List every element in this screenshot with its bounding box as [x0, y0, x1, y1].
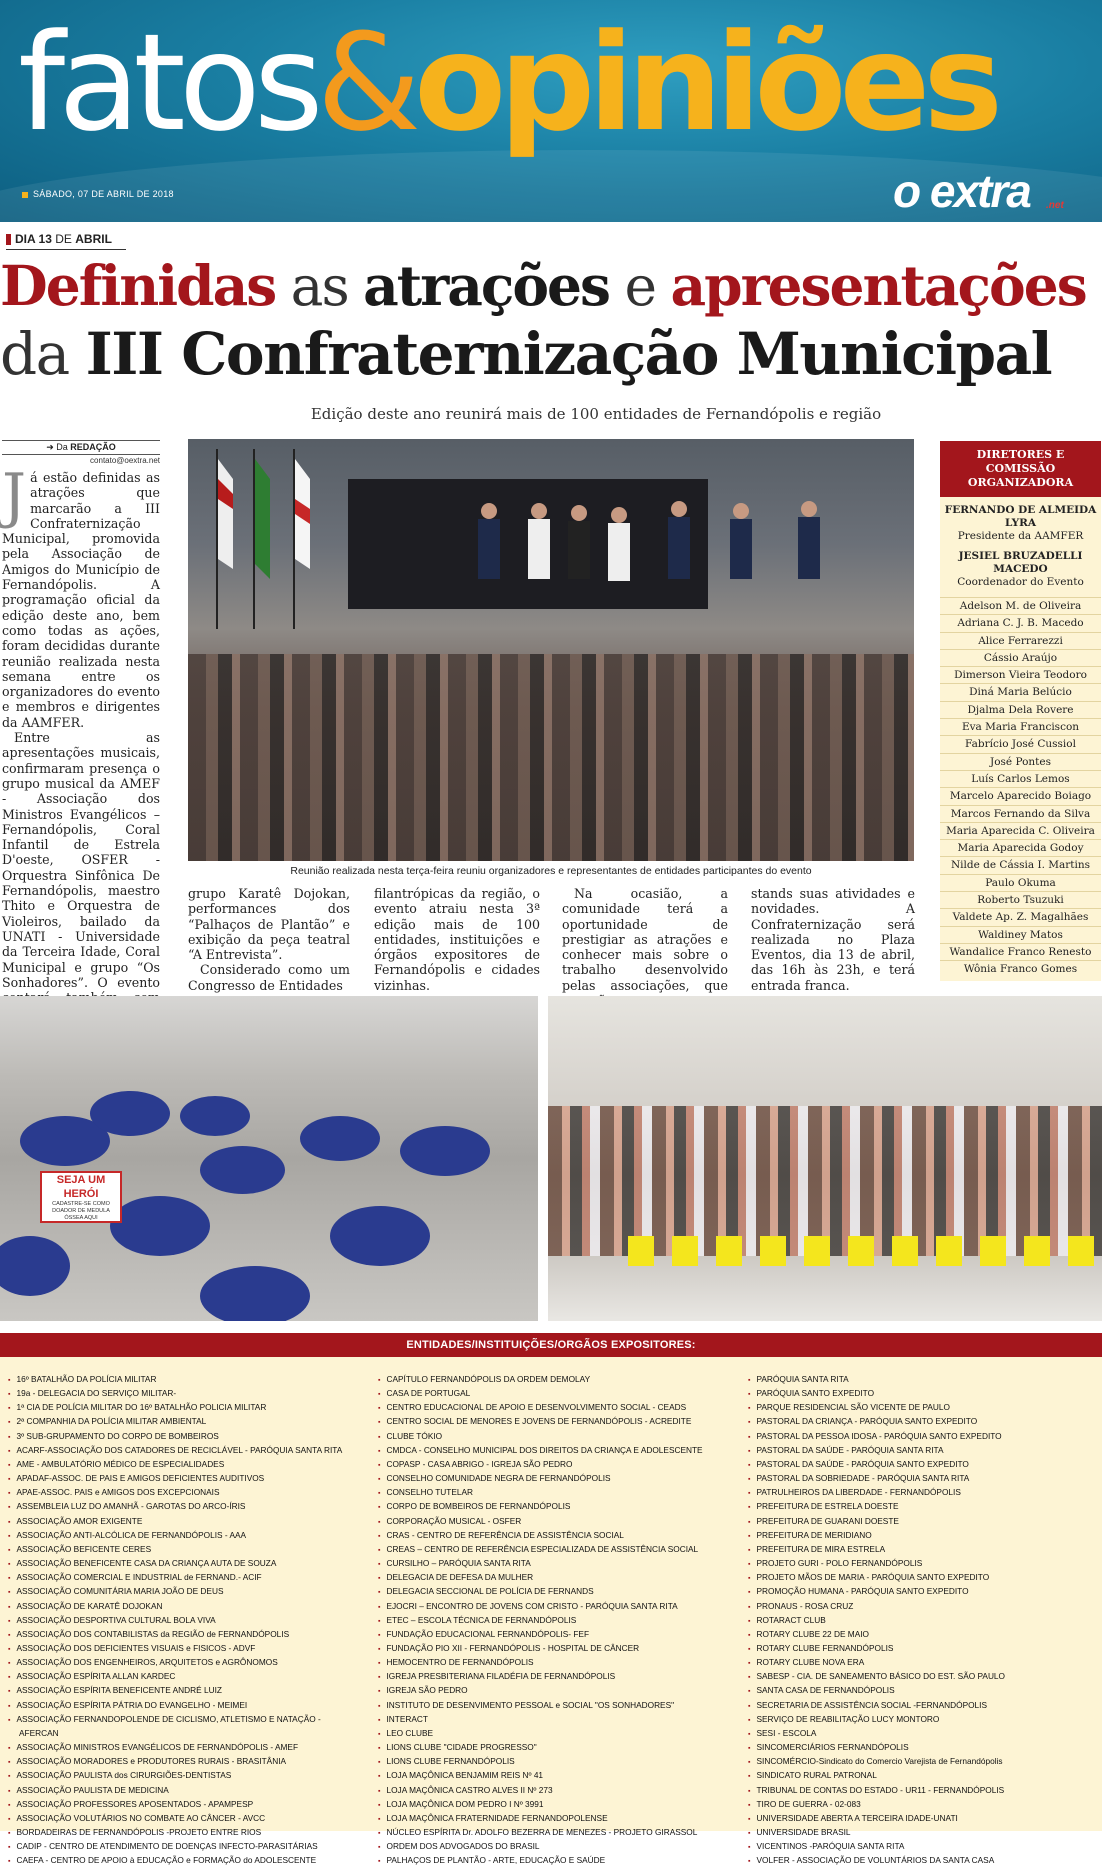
exhibitor-item: ▪ CENTRO SOCIAL DE MENORES E JOVENS DE FERNANDÓPOLIS - ACREDITE	[378, 1415, 740, 1429]
exhibitor-item: ▪ PASTORAL DA SOBRIEDADE - PARÓQUIA SANTA RITA	[748, 1472, 1100, 1486]
exhibitor-item: ▪ ASSOCIAÇÃO COMERCIAL E INDUSTRIAL de FERNAND.- ACIF	[8, 1571, 368, 1585]
exhibitor-item: ▪ CENTRO EDUCACIONAL DE APOIO E DESENVOLVIMENTO SOCIAL - CEADS	[378, 1401, 740, 1415]
exhibitor-item: ▪ ASSOCIAÇÃO BENEFICENTE CASA DA CRIANÇA AUTA DE SOUZA	[8, 1557, 368, 1571]
exhibition-hall-photo	[0, 996, 538, 1321]
arrow-right-icon: ➜	[46, 442, 54, 452]
exhibitor-item: ▪ ASSOCIAÇÃO DE KARATÊ DOJOKAN	[8, 1600, 368, 1614]
article-kicker	[6, 232, 126, 250]
round-table	[400, 1126, 490, 1176]
exhibitor-item: ▪ ASSOCIAÇÃO ESPÍRITA ALLAN KARDEC	[8, 1670, 368, 1684]
exhibitor-item: ▪ VICENTINOS -PARÓQUIA SANTA RITA	[748, 1840, 1100, 1854]
round-table	[180, 1096, 250, 1136]
exhibitor-item: ▪ ASSOCIAÇÃO DESPORTIVA CULTURAL BOLA VIVA	[8, 1614, 368, 1628]
member-name: Roberto Tsuzuki	[940, 891, 1101, 908]
member-name: Wônia Franco Gomes	[940, 960, 1101, 977]
exhibitors-column-2	[378, 1373, 740, 1868]
exhibitor-item: ▪ CLUBE TÓKIO	[378, 1430, 740, 1444]
exhibitor-item: ▪ PATRULHEIROS DA LIBERDADE - FERNANDÓPOLIS	[748, 1486, 1100, 1500]
exhibitor-item: ▪ SABESP - CIA. DE SANEAMENTO BÁSICO DO EST. SÃO PAULO	[748, 1670, 1100, 1684]
logo-ampersand: &	[316, 5, 415, 161]
member-name: Marcos Fernando da Silva	[940, 805, 1101, 822]
article-column-2	[188, 886, 350, 993]
member-name: Eva Maria Franciscon	[940, 718, 1101, 735]
member-name: Maria Aparecida Godoy	[940, 839, 1101, 856]
exhibitor-item: ▪ DELEGACIA DE DEFESA DA MULHER	[378, 1571, 740, 1585]
byline	[2, 440, 160, 455]
exhibitor-item: ▪ LOJA MAÇÔNICA DOM PEDRO I Nº 3991	[378, 1798, 740, 1812]
exhibitor-item: ▪ ASSOCIAÇÃO BEFICENTE CERES	[8, 1543, 368, 1557]
members-list	[940, 597, 1101, 978]
member-name: Djalma Dela Rovere	[940, 701, 1101, 718]
flag-icon	[203, 449, 233, 629]
exhibitor-item: ▪ CMDCA - CONSELHO MUNICIPAL DOS DIREITOS DA CRIANÇA E ADOLESCENTE	[378, 1444, 740, 1458]
exhibitor-item: ▪ DELEGACIA SECCIONAL DE POLÍCIA DE FERNANDS	[378, 1585, 740, 1599]
exhibitor-item: ▪ SINDICATO RURAL PATRONAL	[748, 1769, 1100, 1783]
exhibitor-item: ▪ APADAF-ASSOC. DE PAIS E AMIGOS DEFICIENTES AUDITIVOS	[8, 1472, 368, 1486]
round-table	[330, 1206, 430, 1266]
paragraph: Considerado como um Congresso de Entidades	[188, 962, 350, 993]
drop-cap: J	[2, 461, 27, 531]
exhibitor-item: ▪ PROMOÇÃO HUMANA - PARÓQUIA SANTO EXPEDITO	[748, 1585, 1100, 1599]
exhibitor-item: ▪ PARÓQUIA SANTA RITA	[748, 1373, 1100, 1387]
exhibitor-item: ▪ PREFEITURA DE MERIDIANO	[748, 1529, 1100, 1543]
square-bullet-icon	[22, 192, 28, 198]
exhibitor-item: ▪ ASSOCIAÇÃO ANTI-ALCÓLICA DE FERNANDÓPOLIS - AAA	[8, 1529, 368, 1543]
exhibitor-item: ▪ EJOCRI – ENCONTRO DE JOVENS COM CRISTO - PARÓQUIA SANTA RITA	[378, 1600, 740, 1614]
exhibitor-item: ▪ SECRETARIA DE ASSISTÊNCIA SOCIAL -FERNANDÓPOLIS	[748, 1699, 1100, 1713]
photo-caption: Reunião realizada nesta terça-feira reuniu organizadores e representantes de entidades participantes do evento	[290, 865, 812, 877]
banner-title: SEJA UM HERÓI	[56, 1174, 106, 1200]
paragraph: Na ocasião, a comunidade terá a oportunidade de prestigiar as atrações e conhecer mais sobre o trabalho desenvolvido pelas associações, que	[562, 886, 728, 993]
edition-date-text: SÁBADO, 07 DE ABRIL DE 2018	[33, 189, 174, 199]
exhibitors-column-1	[8, 1373, 368, 1868]
exhibitor-item: ▪ VOLFER - ASSOCIAÇÃO DE VOLUNTÁRIOS DA SANTA CASA	[748, 1854, 1100, 1868]
member-name: Fabrício José Cussiol	[940, 735, 1101, 752]
exhibitor-item: ▪ LIONS CLUBE "CIDADE PROGRESSO"	[378, 1741, 740, 1755]
exhibitor-item: ▪ ASSOCIAÇÃO AMOR EXIGENTE	[8, 1515, 368, 1529]
exhibitor-item: ▪ SESI - ESCOLA	[748, 1727, 1100, 1741]
brand-logo[interactable]: o extra	[893, 165, 1030, 217]
exhibitor-item: ▪ ASSOCIAÇÃO MORADORES e PRODUTORES RURAIS - BRASITÂNIA	[8, 1755, 368, 1769]
exhibitor-item: ▪ NÚCLEO ESPÍRITA Dr. ADOLFO BEZERRA DE MENEZES - PROJETO GIRASSOL	[378, 1826, 740, 1840]
byline-prefix: Da	[56, 442, 68, 452]
exhibitor-item: ▪ LIONS CLUBE FERNANDÓPOLIS	[378, 1755, 740, 1769]
member-name: Wandalice Franco Renesto	[940, 943, 1101, 960]
member-name: Cássio Araújo	[940, 649, 1101, 666]
exhibitor-item: ▪ PROJETO MÃOS DE MARIA - PARÓQUIA SANTO EXPEDITO	[748, 1571, 1100, 1585]
headline-word: Definidas	[0, 253, 276, 318]
exhibitor-item: ▪ ROTARY CLUBE 22 DE MAIO	[748, 1628, 1100, 1642]
round-table	[200, 1266, 310, 1321]
exhibitor-item: ▪ CONSELHO COMUNIDADE NEGRA DE FERNANDÓPOLIS	[378, 1472, 740, 1486]
exhibitor-item: ▪ ROTARACT CLUB	[748, 1614, 1100, 1628]
exhibitor-item: ▪ SERVIÇO DE REABILITAÇÃO LUCY MONTORO	[748, 1713, 1100, 1727]
member-name: Dimerson Vieira Teodoro	[940, 666, 1101, 683]
headline-line2	[0, 321, 1102, 387]
exhibitor-item: ▪ ASSOCIAÇÃO COMUNITÁRIA MARIA JOÃO DE DEUS	[8, 1585, 368, 1599]
paragraph: á estão definidas as atrações que marcarão a III Confraternização Municipal, promovida pela Associação de Amigos do Município de Fernandópolis. A programação oficial da edição deste ano, bem como todas as ações, foram decididas durante reunião realizada nesta semana entre os organizadores do evento e membros e dirigentes da AAMFER.	[2, 470, 160, 730]
exhibitor-item: ▪ CREAS – CENTRO DE REFERÊNCIA ESPECIALIZADA DE ASSISTÊNCIA SOCIAL	[378, 1543, 740, 1557]
exhibitor-item: ▪ CADIP - CENTRO DE ATENDIMENTO DE DOENÇAS INFECTO-PARASITÁRIAS	[8, 1840, 368, 1854]
logo-part1: fatos	[18, 5, 317, 161]
exhibitors-box	[0, 1333, 1102, 1866]
member-name: Valdete Ap. Z. Magalhães	[940, 908, 1101, 925]
exhibitor-item: ▪ SANTA CASA DE FERNANDÓPOLIS	[748, 1684, 1100, 1698]
article-column-1	[2, 461, 160, 1036]
brand-suffix: .net	[1046, 200, 1064, 211]
exhibitors-column-3	[748, 1373, 1100, 1868]
speakers-silhouettes	[468, 499, 848, 619]
member-name: Diná Maria Belúcio	[940, 683, 1101, 700]
exhibitors-title: ENTIDADES/INSTITUIÇÕES/ORGÃOS EXPOSITORES:	[0, 1333, 1102, 1357]
exhibitor-item: ▪ PREFEITURA DE ESTRELA DOESTE	[748, 1500, 1100, 1514]
exhibitor-item: ▪ COPASP - CASA ABRIGO - IGREJA SÃO PEDRO	[378, 1458, 740, 1472]
exhibitor-item: ▪ UNIVERSIDADE BRASIL	[748, 1826, 1100, 1840]
exhibitor-item: ▪ ASSOCIAÇÃO DOS DEFICIENTES VISUAIS e FISICOS - ADVF	[8, 1642, 368, 1656]
group-photo	[548, 996, 1102, 1321]
exhibitor-item: ▪ 3º SUB-GRUPAMENTO DO CORPO DE BOMBEIROS	[8, 1430, 368, 1444]
lead-role: Presidente da AAMFER	[957, 530, 1084, 542]
exhibitor-item: ▪ SINCOMÉRCIO-Sindicato do Comercio Varejista de Fernandópolis	[748, 1755, 1100, 1769]
paragraph: filantrópicas da região, o evento atraiu nesta 3ª edição mais de 100 entidades, instituições e órgãos expositores de Fernandópolis e cidades vizinhas.	[374, 886, 540, 993]
lead-name: FERNANDO DE ALMEIDA LYRA	[944, 504, 1097, 529]
exhibitor-item: ▪ LOJA MAÇÔNICA CASTRO ALVES II Nº 273	[378, 1784, 740, 1798]
exhibitor-item: ▪ PASTORAL DA CRIANÇA - PARÓQUIA SANTO EXPEDITO	[748, 1415, 1100, 1429]
headline-word: as	[275, 254, 364, 318]
round-table	[110, 1196, 210, 1256]
exhibitor-item: ▪ TRIBUNAL DE CONTAS DO ESTADO - UR11 - FERNANDÓPOLIS	[748, 1784, 1100, 1798]
donor-banner	[40, 1171, 122, 1223]
headline-line1	[0, 255, 1102, 317]
sidebar-title: DIRETORES E COMISSÃO ORGANIZADORA	[940, 441, 1101, 497]
exhibitor-item: ▪ CONSELHO TUTELAR	[378, 1486, 740, 1500]
exhibitor-item: ▪ 16º BATALHÃO DA POLÍCIA MILITAR	[8, 1373, 368, 1387]
exhibitor-item: ▪ TIRO DE GUERRA - 02-083	[748, 1798, 1100, 1812]
exhibitor-item: ▪ CRAS - CENTRO DE REFERÊNCIA DE ASSISTÊNCIA SOCIAL	[378, 1529, 740, 1543]
member-name: Nilde de Cássia I. Martins	[940, 856, 1101, 873]
newspaper-logo[interactable]	[18, 5, 997, 161]
exhibitor-item: ▪ ETEC – ESCOLA TÉCNICA DE FERNANDÓPOLIS	[378, 1614, 740, 1628]
organizers-sidebar	[940, 441, 1101, 981]
exhibitor-item: ▪ 2ª COMPANHIA DA POLÍCIA MILITAR AMBIENTAL	[8, 1415, 368, 1429]
exhibitor-item: ▪ ROTARY CLUBE NOVA ERA	[748, 1656, 1100, 1670]
headline-word: atrações	[363, 253, 609, 318]
paragraph: grupo Karatê Dojokan, performances dos “Palhaços de Plantão” e exibição da peça teatral “A Entrevista”.	[188, 886, 350, 963]
exhibitor-item: ▪ IGREJA PRESBITERIANA FILADÉFIA DE FERNANDÓPOLIS	[378, 1670, 740, 1684]
exhibitor-item: ▪ PALHAÇOS DE PLANTÃO - ARTE, EDUCAÇÃO E SAÚDE	[378, 1854, 740, 1868]
exhibitor-item: ▪ 19a - DELEGACIA DO SERVIÇO MILITAR-	[8, 1387, 368, 1401]
headline-word: da	[0, 320, 86, 388]
lead-name: JESIEL BRUZADELLI MACEDO	[958, 550, 1083, 575]
exhibitor-item: ▪ HEMOCENTRO DE FERNANDÓPOLIS	[378, 1656, 740, 1670]
member-name: Luís Carlos Lemos	[940, 770, 1101, 787]
exhibitor-item: ▪ ROTARY CLUBE FERNANDÓPOLIS	[748, 1642, 1100, 1656]
exhibitor-item: ▪ PASTORAL DA PESSOA IDOSA - PARÓQUIA SANTO EXPEDITO	[748, 1430, 1100, 1444]
exhibitor-item: ▪ PASTORAL DA SAÚDE - PARÓQUIA SANTA RITA	[748, 1444, 1100, 1458]
logo-part2: opiniões	[414, 5, 997, 161]
member-name: Paulo Okuma	[940, 874, 1101, 891]
exhibitor-item: ▪ ASSOCIAÇÃO PAULISTA DE MEDICINA	[8, 1784, 368, 1798]
exhibitor-item: ▪ PRONAUS - ROSA CRUZ	[748, 1600, 1100, 1614]
edition-date	[22, 189, 174, 199]
exhibitor-item: ▪ LEO CLUBE	[378, 1727, 740, 1741]
exhibitor-item: ▪ LOJA MAÇÔNICA FRATERNIDADE FERNANDOPOLENSE	[378, 1812, 740, 1826]
sidebar-lead-1	[940, 497, 1101, 543]
exhibitor-item: ▪ PASTORAL DA SAÚDE - PARÓQUIA SANTO EXPEDITO	[748, 1458, 1100, 1472]
exhibitor-item: ▪ ASSOCIAÇÃO ESPÍRITA BENEFICENTE ANDRÉ LUIZ	[8, 1684, 368, 1698]
kicker-marker-icon	[6, 234, 11, 245]
group-of-people	[548, 1106, 1102, 1256]
member-name: Maria Aparecida C. Oliveira	[940, 822, 1101, 839]
paragraph: Entre as apresentações musicais, confirmaram presença o grupo musical da AMEF - Associação dos Ministros Evangélicos – Fernandópolis, Coral Infantil de Estrela D'oeste, OSFER - Orquestra Sinfônica De Fernandópolis, maestro Thito e Orquestra de Violeiros, bailado da UNATI - Universidade da Terceira Idade, Coral Municipal e grupo “Os Sonhadores”. O evento	[2, 730, 160, 990]
flag-icon	[240, 449, 270, 629]
member-name: José Pontes	[940, 753, 1101, 770]
exhibitor-item: ▪ FUNDAÇÃO PIO XII - FERNANDÓPOLIS - HOSPITAL DE CÂNCER	[378, 1642, 740, 1656]
paragraph: stands suas atividades e novidades. A Confraternização será realizada no Plaza Eventos, dia 13 de abril, das 16h às 23h, e terá entrada franca.	[751, 886, 915, 993]
exhibitor-item: ▪ IGREJA SÃO PEDRO	[378, 1684, 740, 1698]
exhibitor-item: ▪ LOJA MAÇÔNICA BENJAMIM REIS Nº 41	[378, 1769, 740, 1783]
exhibitor-item: ▪ PARQUE RESIDENCIAL SÃO VICENTE DE PAULO	[748, 1401, 1100, 1415]
exhibitor-item: ▪ ASSOCIAÇÃO MINISTROS EVANGÉLICOS DE FERNANDÓPOLIS - AMEF	[8, 1741, 368, 1755]
article-column-3	[374, 886, 540, 993]
exhibitor-item: ▪ PARÓQUIA SANTO EXPEDITO	[748, 1387, 1100, 1401]
headline-word: III Confraternização Municipal	[85, 320, 1052, 388]
article-subhead: Edição deste ano reunirá mais de 100 entidades de Fernandópolis e região	[310, 405, 882, 423]
exhibitor-item: ▪ AME - AMBULATÓRIO MÉDICO DE ESPECIALIDADES	[8, 1458, 368, 1472]
exhibitor-item: ▪ ASSOCIAÇÃO VOLUTÁRIOS NO COMBATE AO CÂNCER - AVCC	[8, 1812, 368, 1826]
round-table	[200, 1146, 285, 1194]
exhibitor-item: ▪ ASSOCIAÇÃO PAULISTA dos CIRURGIÕES-DENTISTAS	[8, 1769, 368, 1783]
exhibitor-item: ▪ PREFEITURA DE MIRA ESTRELA	[748, 1543, 1100, 1557]
round-table	[0, 1236, 70, 1296]
member-name: Alice Ferrarezzi	[940, 632, 1101, 649]
exhibitor-item: ▪ CAEFA - CENTRO DE APOIO à EDUCAÇÃO e FORMAÇÃO do ADOLESCENTE	[8, 1854, 368, 1868]
main-photo	[188, 439, 914, 861]
exhibitor-item: ▪ CURSILHO – PARÓQUIA SANTA RITA	[378, 1557, 740, 1571]
round-table	[300, 1116, 380, 1161]
member-name: Adelson M. de Oliveira	[940, 597, 1101, 614]
exhibitor-item: ▪ APAE-ASSOC. PAIS e AMIGOS DOS EXCEPCIONAIS	[8, 1486, 368, 1500]
article-column-5	[751, 886, 915, 993]
author-email[interactable]: contato@oextra.net	[90, 456, 160, 465]
kicker-mid: DE	[51, 232, 76, 246]
flag-icon	[280, 449, 310, 629]
exhibitor-item: ▪ PROJETO GURI - POLO FERNANDÓPOLIS	[748, 1557, 1100, 1571]
audience-crowd	[188, 654, 914, 861]
kicker-day: DIA 13	[15, 232, 52, 246]
exhibitor-item: ▪ ASSOCIAÇÃO ESPÍRITA PÁTRIA DO EVANGELHO - MEIMEI	[8, 1699, 368, 1713]
exhibitor-item: ▪ ASSOCIAÇÃO PROFESSORES APOSENTADOS - APAMPESP	[8, 1798, 368, 1812]
kicker-month: ABRIL	[75, 232, 112, 246]
exhibitor-item: AFERCAN	[19, 1727, 59, 1738]
exhibitor-item: ▪ ASSOCIAÇÃO FERNANDOPOLENDE DE CICLISMO, ATLETISMO E NATAÇÃO -	[8, 1713, 368, 1727]
yellow-chairs	[628, 1236, 1098, 1266]
exhibitor-item: ▪ UNIVERSIDADE ABERTA A TERCEIRA IDADE-UNATI	[748, 1812, 1100, 1826]
exhibitor-item: ▪ ASSEMBLEIA LUZ DO AMANHÃ - GAROTAS DO ARCO-ÍRIS	[8, 1500, 368, 1514]
exhibitor-item: ▪ 1ª CIA DE POLÍCIA MILITAR DO 16º BATALHÃO POLICIA MILITAR	[8, 1401, 368, 1415]
round-table	[90, 1091, 170, 1136]
member-name: Marcelo Aparecido Boiago	[940, 787, 1101, 804]
exhibitor-item: ▪ ORDEM DOS ADVOGADOS DO BRASIL	[378, 1840, 740, 1854]
exhibitor-item: ▪ INSTITUTO DE DESENVIMENTO PESSOAL e SOCIAL "OS SONHADORES"	[378, 1699, 740, 1713]
exhibitor-item: ▪ PREFEITURA DE GUARANI DOESTE	[748, 1515, 1100, 1529]
exhibitor-item: ▪ INTERACT	[378, 1713, 740, 1727]
article-column-4	[562, 886, 728, 1008]
exhibitor-item: ▪ CORPORAÇÃO MUSICAL - OSFER	[378, 1515, 740, 1529]
member-name: Adriana C. J. B. Macedo	[940, 614, 1101, 631]
lead-role: Coordenador do Evento	[957, 576, 1084, 588]
byline-author: REDAÇÃO	[70, 442, 116, 452]
exhibitor-item: ▪ ASSOCIAÇÃO DOS ENGENHEIROS, ARQUITETOS e AGRÔNOMOS	[8, 1656, 368, 1670]
exhibitor-item: ▪ ACARF-ASSOCIAÇÃO DOS CATADORES DE RECICLÁVEL - PARÓQUIA SANTA RITA	[8, 1444, 368, 1458]
exhibitor-item: ▪ CASA DE PORTUGAL	[378, 1387, 740, 1401]
headline-word: e	[608, 254, 671, 318]
exhibitor-item: ▪ ASSOCIAÇÃO DOS CONTABILISTAS da REGIÃO de FERNANDÓPOLIS	[8, 1628, 368, 1642]
masthead	[0, 0, 1102, 222]
exhibitor-item: ▪ CORPO DE BOMBEIROS DE FERNANDÓPOLIS	[378, 1500, 740, 1514]
exhibitor-item: ▪ CAPÍTULO FERNANDÓPOLIS DA ORDEM DEMOLAY	[378, 1373, 740, 1387]
exhibitor-item: ▪ BORDADEIRAS DE FERNANDÓPOLIS -PROJETO ENTRE RIOS	[8, 1826, 368, 1840]
exhibitor-item: ▪ SINCOMERCIÁRIOS FERNANDÓPOLIS	[748, 1741, 1100, 1755]
banner-subtitle: CADASTRE-SE COMO DOADOR DE MEDULA ÓSSEA AQUI	[52, 1201, 110, 1221]
member-name: Waldiney Matos	[940, 926, 1101, 943]
exhibitor-item: ▪ FUNDAÇÃO EDUCACIONAL FERNANDÓPOLIS- FEF	[378, 1628, 740, 1642]
sidebar-lead-2	[940, 543, 1101, 589]
headline-word: apresentações	[670, 253, 1086, 318]
